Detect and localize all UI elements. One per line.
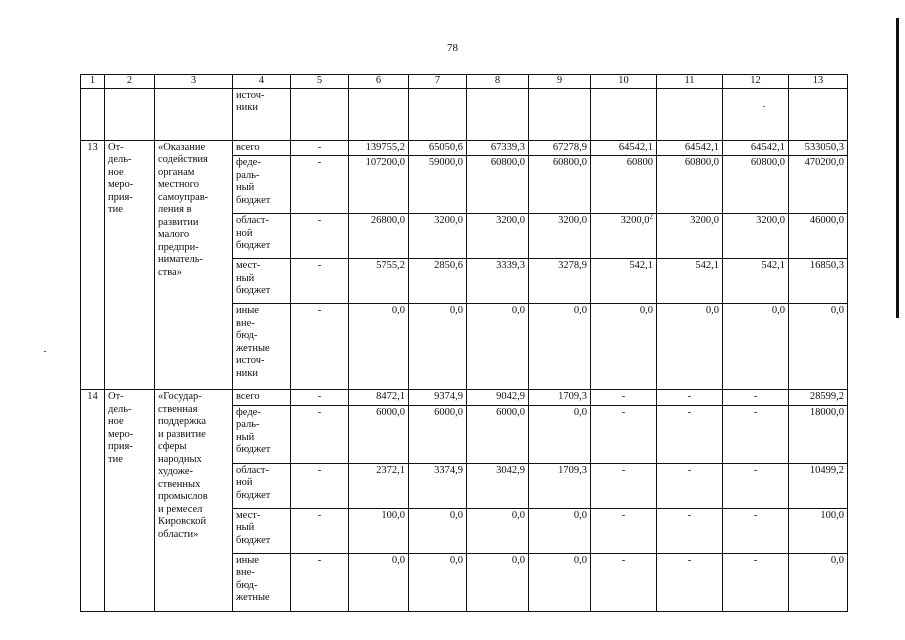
value-cell: - [291,390,349,406]
value-cell [723,508,789,553]
value-cell [591,140,657,156]
empty-cell [723,88,789,140]
value-cell [591,214,657,259]
value-text: 3200,0 [558,215,587,226]
value-text: - [687,554,692,566]
value-cell [723,304,789,390]
value-cell: - [291,259,349,304]
empty-cell [291,88,349,140]
value-text: 470200,0 [804,157,844,168]
value-text: 0,0 [573,554,587,566]
column-number: 7 [409,75,467,89]
value-text: - [621,406,626,418]
value-cell [789,553,848,611]
value-text: 0,0 [573,509,587,521]
value-cell [349,463,409,508]
column-number: 3 [155,75,233,89]
value-cell: - [291,214,349,259]
empty-cell [81,88,105,140]
value-cell [657,259,723,304]
value-text: 1709,3 [558,391,587,402]
value-text: 2850,6 [434,260,463,271]
value-text: 542,1 [695,260,719,271]
value-cell [349,214,409,259]
value-text: 107200,0 [365,157,405,168]
value-text: - [621,464,626,476]
value-text: 0,0 [830,305,844,316]
value-text: 3374,9 [434,464,463,476]
value-text: 542,1 [761,260,785,271]
funding-source-cell: всего [233,140,291,156]
value-cell [591,156,657,214]
value-text: 60800,0 [750,157,785,168]
value-text: 65050,6 [428,141,463,153]
value-cell [657,214,723,259]
value-text: - [753,509,758,521]
empty-cell [591,88,657,140]
value-cell [349,553,409,611]
value-text: 0,0 [511,305,525,316]
value-text: 18000,0 [809,406,844,418]
value-text: 100,0 [820,509,844,521]
value-cell [529,508,591,553]
value-text: - [687,391,692,402]
value-text: 139755,2 [365,141,405,153]
value-text: 0,0 [511,554,525,566]
column-number: 11 [657,75,723,89]
measure-title-cell: «Государ- ственная поддержка и развитие сферы народных художе- ственных промыслов и ремесел Кировской области» [155,390,233,612]
value-cell [657,463,723,508]
value-cell [789,259,848,304]
value-text: 64542,1 [618,141,653,153]
value-text: - [621,391,626,402]
value-text: 60800 [626,157,653,168]
value-cell [657,156,723,214]
empty-cell [529,88,591,140]
value-text: 533050,3 [804,141,844,153]
value-text: 60800,0 [684,157,719,168]
table-row [81,390,848,406]
value-cell [349,140,409,156]
empty-cell [105,88,155,140]
value-text: 0,0 [830,554,844,566]
value-text: 0,0 [511,509,525,521]
value-text: 46000,0 [809,215,844,226]
value-cell: - [291,304,349,390]
value-cell [529,304,591,390]
scan-speck [44,351,46,352]
value-cell [409,140,467,156]
column-number: 1 [81,75,105,89]
value-text: 0,0 [705,305,719,316]
column-number: 8 [467,75,529,89]
value-text: 0,0 [391,554,405,566]
value-text: 3200,0 [756,215,785,226]
value-cell [349,390,409,406]
column-number: 13 [789,75,848,89]
empty-cell [155,88,233,140]
measure-type-cell: От- дель- ное меро- прия- тие [105,390,155,612]
value-cell [409,214,467,259]
value-text: 542,1 [629,260,653,271]
value-cell [349,156,409,214]
value-text: 9374,9 [434,391,463,402]
value-cell [723,553,789,611]
value-cell [467,508,529,553]
scan-edge-bar [896,18,899,318]
value-text: - [753,554,758,566]
value-cell [409,463,467,508]
value-cell [409,304,467,390]
budget-table [80,74,848,612]
value-text: - [687,464,692,476]
empty-cell [409,88,467,140]
value-text: - [687,406,692,418]
measure-title-cell: «Оказание содействия органам местного самоуправ- ления в развитии малого предпри- ниматель- ства» [155,140,233,390]
column-number: 10 [591,75,657,89]
value-text: 8472,1 [376,391,405,402]
value-cell [467,463,529,508]
value-cell [409,390,467,406]
value-text: 0,0 [573,406,587,418]
value-cell [409,405,467,463]
value-text: 3339,3 [496,260,525,271]
value-cell [591,304,657,390]
value-cell [467,304,529,390]
value-cell [467,553,529,611]
value-text: - [621,509,626,521]
value-text: 67278,9 [552,141,587,153]
value-cell [467,259,529,304]
footnote-mark: 2 [649,213,653,221]
value-text: 28599,2 [809,391,844,402]
value-cell [529,553,591,611]
value-cell [723,405,789,463]
value-cell: - [291,508,349,553]
funding-source-cell: мест- ный бюджет [233,259,291,304]
value-cell: - [291,405,349,463]
column-number: 6 [349,75,409,89]
value-text: 2372,1 [376,464,405,476]
column-number-row [81,75,848,89]
value-text: 5755,2 [376,260,405,271]
value-text: 16850,3 [809,260,844,271]
value-cell [529,156,591,214]
column-number: 4 [233,75,291,89]
value-cell [349,508,409,553]
value-cell [591,463,657,508]
column-number: 2 [105,75,155,89]
value-text: 3200,0 [434,215,463,226]
value-cell [657,304,723,390]
funding-source-cell: феде- раль- ный бюджет [233,405,291,463]
table-row [81,140,848,156]
funding-source-cell: источ- ники [233,88,291,140]
value-cell: - [291,463,349,508]
value-cell: - [291,553,349,611]
value-text: 6000,0 [376,406,405,418]
value-text: 0,0 [391,305,405,316]
funding-source-cell: област- ной бюджет [233,463,291,508]
value-text: - [687,509,692,521]
value-text: 1709,3 [558,464,587,476]
value-cell [529,390,591,406]
value-text: 0,0 [449,305,463,316]
value-text: 100,0 [381,509,405,521]
value-text: - [753,406,758,418]
value-text: 6000,0 [434,406,463,418]
value-cell [349,259,409,304]
value-cell: - [291,156,349,214]
funding-source-cell: феде- раль- ный бюджет [233,156,291,214]
value-cell [789,304,848,390]
value-cell [529,463,591,508]
sections-body [81,140,848,611]
value-text: 60800,0 [552,157,587,168]
value-cell: - [291,140,349,156]
value-cell [789,214,848,259]
value-text: 59000,0 [428,157,463,168]
measure-type-cell: От- дель- ное меро- прия- тие [105,140,155,390]
value-text: 0,0 [639,305,653,316]
value-cell [529,259,591,304]
empty-cell [657,88,723,140]
value-cell [657,405,723,463]
funding-source-cell: всего [233,390,291,406]
funding-source-cell: област- ной бюджет [233,214,291,259]
value-cell [723,156,789,214]
value-cell [529,405,591,463]
value-text: 0,0 [771,305,785,316]
value-text: 26800,0 [370,215,405,226]
value-cell [723,390,789,406]
value-cell [409,259,467,304]
value-cell [591,508,657,553]
funding-source-cell: мест- ный бюджет [233,508,291,553]
column-number: 9 [529,75,591,89]
value-cell [409,156,467,214]
funding-source-cell: иные вне- бюд- жетные [233,553,291,611]
page-number: 78 [447,42,458,54]
value-text: 64542,1 [750,141,785,153]
value-cell [789,390,848,406]
value-cell [591,259,657,304]
value-cell [723,463,789,508]
empty-cell [467,88,529,140]
column-number: 5 [291,75,349,89]
value-cell [591,553,657,611]
value-cell [789,140,848,156]
value-text: 3042,9 [496,464,525,476]
value-text: 60800,0 [490,157,525,168]
value-cell [657,508,723,553]
value-cell [789,463,848,508]
value-cell [349,304,409,390]
value-text: 6000,0 [496,406,525,418]
continuation-row [81,88,848,140]
value-cell [591,390,657,406]
value-text: 3278,9 [558,260,587,271]
value-cell [657,390,723,406]
value-cell [467,405,529,463]
value-cell [723,214,789,259]
value-text: 64542,1 [684,141,719,153]
value-text: 10499,2 [809,464,844,476]
value-cell [591,405,657,463]
value-text: 0,0 [573,305,587,316]
value-cell [409,508,467,553]
value-cell [789,405,848,463]
value-text: 67339,3 [490,141,525,153]
value-text: - [753,464,758,476]
value-cell [529,140,591,156]
value-text: 3200,0 [496,215,525,226]
value-cell [467,140,529,156]
value-cell [529,214,591,259]
value-text: 3200,0 [620,215,650,226]
value-cell [409,553,467,611]
value-cell [789,508,848,553]
row-number-cell: 14 [81,390,105,612]
value-cell [467,214,529,259]
empty-cell [349,88,409,140]
funding-source-cell: иные вне- бюд- жетные источ- ники [233,304,291,390]
value-cell [467,156,529,214]
empty-cell [789,88,848,140]
row-number-cell: 13 [81,140,105,390]
value-text: 3200,0 [690,215,719,226]
value-text: 0,0 [449,554,463,566]
column-number: 12 [723,75,789,89]
value-text: 0,0 [449,509,463,521]
value-text: 9042,9 [496,391,525,402]
value-cell [657,553,723,611]
value-cell [349,405,409,463]
value-cell [467,390,529,406]
value-cell [723,140,789,156]
value-cell [657,140,723,156]
value-text: - [753,391,758,402]
value-text: - [621,554,626,566]
value-cell [723,259,789,304]
value-cell [789,156,848,214]
